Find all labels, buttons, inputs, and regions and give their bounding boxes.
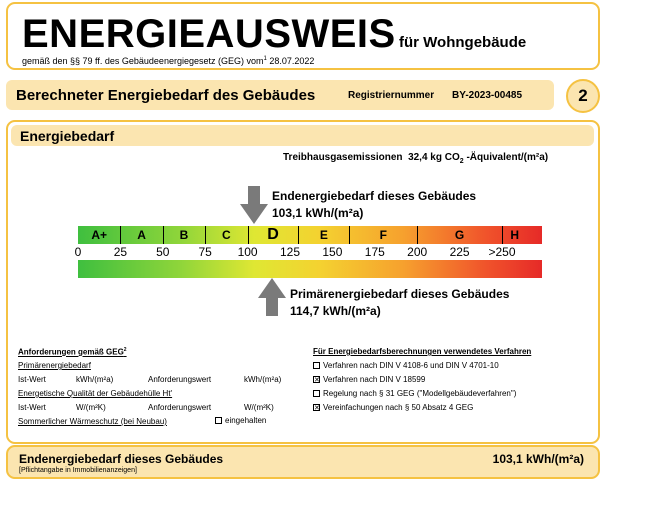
checkbox-icon[interactable] — [313, 390, 320, 397]
class-separator — [502, 226, 503, 244]
page-number-badge: 2 — [566, 79, 600, 113]
class-separator — [349, 226, 350, 244]
methods-heading: Für Energiebedarfsberechnungen verwendetes Verfahren — [313, 347, 532, 356]
requirements-primary-label: Primärenergiebedarf — [18, 361, 91, 370]
primary-energy-arrow — [258, 278, 286, 318]
energy-demand-header — [11, 125, 594, 146]
scale-tick-label: >250 — [488, 245, 516, 259]
energy-demand-heading: Energiebedarf — [20, 128, 115, 144]
energy-class-c: C — [222, 228, 231, 242]
section-header — [6, 80, 554, 110]
registration-number: BY-2023-00485 — [452, 90, 523, 101]
requirements-heading: Anforderungen gemäß GEG$^2$ — [18, 347, 127, 357]
ghg-emissions: Treibhausgasemissionen 32,4 kg $CO_2$ -Äquivalent/(m²a) — [283, 152, 549, 165]
method-label: Vereinfachungen nach § 50 Absatz 4 GEG — [323, 403, 474, 412]
energy-class-d: D — [267, 226, 279, 243]
method-item[interactable] — [313, 403, 473, 412]
scale-tick-label: 0 — [74, 245, 82, 259]
final-energy-arrow — [240, 186, 268, 226]
method-item[interactable] — [313, 361, 499, 370]
primary-energy-bar — [78, 260, 542, 278]
requirements-hull-row: Ist-Wert W/(m²K) Anforderungswert W/(m²K) — [18, 403, 274, 412]
class-separator — [120, 226, 121, 244]
scale-tick-label: 150 — [322, 245, 343, 259]
requirements-hull-label: Energetische Qualität der Gebäudehülle Ht' — [18, 389, 173, 398]
energy-class-aplus: A+ — [91, 228, 108, 242]
requirements-summer-label: Sommerlicher Wärmeschutz (bei Neubau) — [18, 417, 167, 426]
energy-class-a: A — [137, 228, 146, 242]
final-energy-label: Endenergiebedarf dieses Gebäudes — [272, 189, 477, 203]
document-subtitle: für Wohngebäude — [399, 34, 527, 51]
class-separator — [205, 226, 206, 244]
method-label: Verfahren nach DIN V 18599 — [323, 375, 426, 384]
section-title: Berechneter Energiebedarf des Gebäudes — [16, 87, 316, 104]
energy-class-e: E — [319, 228, 328, 242]
energy-class-b: B — [179, 228, 189, 242]
scale-tick-label: 175 — [364, 245, 385, 259]
scale-tick-label: 25 — [113, 245, 128, 259]
registration-label: Registriernummer — [348, 90, 435, 101]
requirements-summer-check[interactable]: eingehalten — [215, 416, 266, 425]
primary-energy-value: 114,7 kWh/(m²a) — [290, 304, 381, 318]
checkbox-icon[interactable] — [215, 417, 222, 424]
class-separator — [163, 226, 164, 244]
requirements-primary-row: Ist-Wert kWh/(m²a) Anforderungswert kWh/(m²a) — [18, 375, 282, 384]
scale-tick-label: 225 — [449, 245, 470, 259]
scale-tick-label: 125 — [279, 245, 301, 259]
document-title: ENERGIEAUSWEIS — [22, 12, 396, 56]
energy-class-h: H — [510, 228, 520, 242]
method-item[interactable] — [313, 375, 425, 384]
scale-tick-label: 50 — [156, 245, 170, 259]
final-energy-value: 103,1 kWh/(m²a) — [272, 206, 364, 220]
class-separator — [417, 226, 418, 244]
footer-box — [6, 445, 600, 479]
title-box — [6, 2, 600, 70]
scale-tick-label: 100 — [237, 245, 258, 259]
method-label: Verfahren nach DIN V 4108-6 und DIN V 4701-10 — [323, 361, 499, 370]
energy-class-f: F — [379, 228, 387, 242]
checked-checkbox-icon[interactable]: ✕ — [314, 405, 320, 413]
primary-energy-label: Primärenergiebedarf dieses Gebäudes — [290, 287, 510, 301]
footer-value: 103,1 kWh/(m²a) — [492, 452, 584, 466]
scale-tick-label: 75 — [198, 245, 212, 259]
law-reference: gemäß den §§ 79 ff. des Gebäudeenergiegesetz (GEG) vom$^1$ 28.07.2022 — [22, 56, 315, 66]
method-item[interactable] — [313, 389, 516, 398]
energy-scale-bar — [78, 226, 542, 244]
class-separator — [298, 226, 299, 244]
method-label: Regelung nach § 31 GEG ("Modellgebäudeverfahren") — [323, 389, 517, 398]
energy-scale-ticks — [74, 245, 542, 261]
checkbox-icon[interactable] — [313, 362, 320, 369]
energy-class-g: G — [454, 228, 465, 242]
checked-checkbox-icon[interactable]: ✕ — [314, 377, 320, 385]
class-separator — [248, 226, 249, 244]
footer-label: Endenergiebedarf dieses Gebäudes — [19, 452, 224, 466]
footer-note: [Pflichtangabe in Immobilienanzeigen] — [19, 467, 137, 474]
scale-tick-label: 200 — [407, 245, 428, 259]
